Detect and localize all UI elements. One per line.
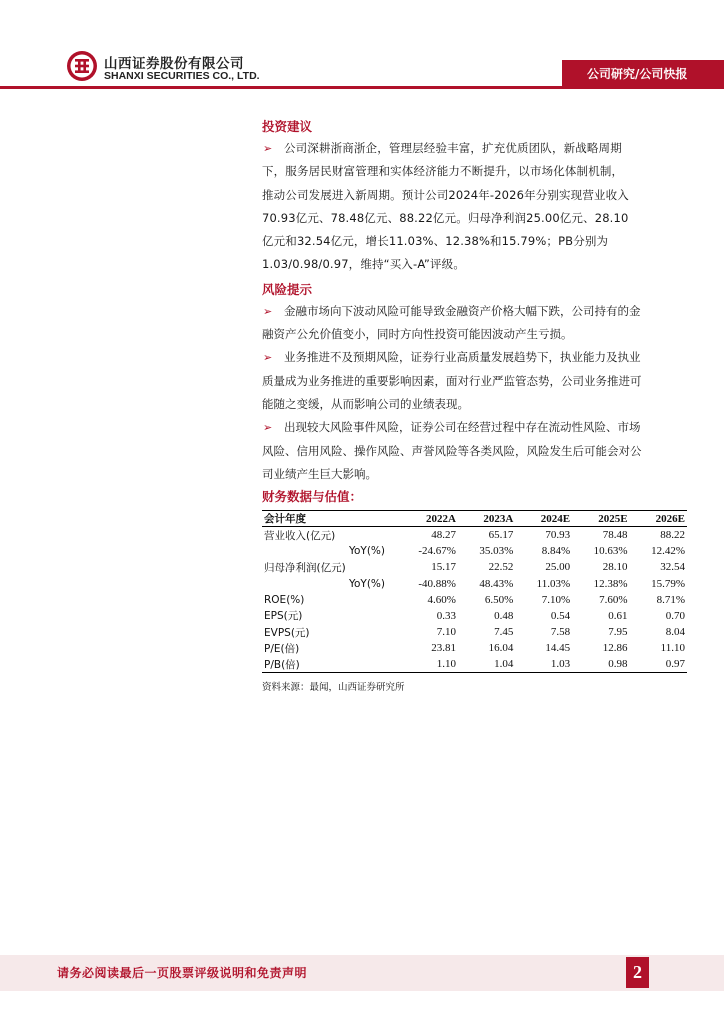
page-footer xyxy=(0,955,724,991)
table-header-row xyxy=(262,511,687,527)
column-header: 会计年度 xyxy=(262,511,395,527)
table-cell: 28.10 xyxy=(602,561,628,574)
text-line: 司业绩产生巨大影响。 xyxy=(262,466,377,481)
column-header: 2026E xyxy=(630,511,687,527)
table-cell: 8.04 xyxy=(665,626,685,639)
text-line: 1.03/0.98/0.97，维持“买入-A”评级。 xyxy=(262,257,465,272)
text-line: 风险、信用风险、操作风险、声誉风险等各类风险，风险发生后可能会对公 xyxy=(262,443,642,458)
row-label: YoY(%) xyxy=(348,545,385,558)
row-label: 归母净利润(亿元) xyxy=(264,561,346,574)
report-category-tab: 公司研究/公司快报 xyxy=(562,60,724,89)
bullet-arrow-icon: ➢ xyxy=(263,421,273,435)
text-line: 业务推进不及预期风险，证券行业高质量发展趋势下，执业能力及执业 xyxy=(284,350,641,365)
table-cell: -40.88% xyxy=(418,577,456,590)
column-header: 2022A xyxy=(395,511,458,527)
table-cell: 0.98 xyxy=(572,656,629,672)
table-cell: 48.43% xyxy=(479,577,514,590)
table-cell: 78.48 xyxy=(602,529,628,542)
text-line: 推动公司发展进入新周期。预计公司2024年-2026年分别实现营业收入 xyxy=(262,187,629,202)
table-cell: 7.58 xyxy=(550,626,571,639)
table-cell: 7.10% xyxy=(541,593,571,606)
table-cell: 16.04 xyxy=(488,642,514,655)
row-label: EVPS(元) xyxy=(264,626,310,639)
table-cell: 6.50% xyxy=(484,593,514,606)
table-row xyxy=(262,656,687,672)
table-cell: 0.54 xyxy=(550,609,571,622)
financial-data-title: 财务数据与估值： xyxy=(262,489,363,505)
table-cell: 22.52 xyxy=(488,561,514,574)
table-cell: 1.04 xyxy=(458,656,515,672)
company-name-cn: 山西证券股份有限公司 xyxy=(104,56,244,72)
table-cell: 48.27 xyxy=(431,529,456,542)
row-label: EPS(元) xyxy=(264,610,303,623)
bullet-arrow-icon: ➢ xyxy=(263,142,273,155)
table-cell: 1.03 xyxy=(515,656,572,672)
table-cell: 7.60% xyxy=(599,593,628,606)
table-cell: 35.03% xyxy=(479,545,514,558)
table-row xyxy=(262,543,687,559)
table-cell: 15.79% xyxy=(651,577,685,590)
column-header: 2023A xyxy=(458,511,515,527)
header-divider xyxy=(0,86,724,89)
company-logo-icon xyxy=(66,50,98,82)
table-cell: 8.84% xyxy=(541,545,571,558)
table-cell: 70.93 xyxy=(545,529,571,542)
table-cell: 0.48 xyxy=(494,609,514,622)
disclaimer-notice: 请务必阅读最后一页股票评级说明和免责声明 xyxy=(57,966,308,980)
row-label: P/E(倍) xyxy=(264,642,300,655)
table-cell: 1.10 xyxy=(395,656,458,672)
company-name-en: SHANXI SECURITIES CO., LTD. xyxy=(104,70,260,82)
table-row xyxy=(262,640,687,656)
table-row xyxy=(262,624,687,640)
bullet-arrow-icon: ➢ xyxy=(263,351,273,365)
table-cell: 12.38% xyxy=(593,577,628,590)
table-cell: 32.54 xyxy=(660,561,685,574)
row-label: YoY(%) xyxy=(348,577,385,590)
table-cell: 25.00 xyxy=(545,561,571,574)
text-line: 70.93亿元、78.48亿元、88.22亿元。归母净利润25.00亿元、28.10 xyxy=(262,210,629,225)
table-cell: -24.67% xyxy=(418,545,456,558)
risk-item xyxy=(262,346,687,416)
row-label: 营业收入(亿元) xyxy=(264,529,336,542)
page-number: 2 xyxy=(626,957,649,988)
risk-item xyxy=(262,300,687,347)
table-cell: 10.63% xyxy=(593,545,628,558)
table-row xyxy=(262,559,687,575)
table-cell: 12.86 xyxy=(602,642,628,655)
table-cell: 12.42% xyxy=(651,545,685,558)
financial-data-table xyxy=(262,510,687,673)
table-row xyxy=(262,527,687,543)
table-row xyxy=(262,608,687,624)
table-cell: 15.17 xyxy=(431,561,456,574)
table-cell: 0.61 xyxy=(608,609,628,622)
text-line: 出现较大风险事件风险，证券公司在经营过程中存在流动性风险、市场 xyxy=(284,420,641,435)
table-cell: 0.97 xyxy=(630,656,687,672)
table-cell: 7.10 xyxy=(436,626,456,639)
table-row xyxy=(262,592,687,608)
table-cell: 7.45 xyxy=(494,626,514,639)
text-line: 金融市场向下波动风险可能导致金融资产价格大幅下跌，公司持有的金 xyxy=(284,303,641,318)
investment-advice-title: 投资建议 xyxy=(262,119,313,134)
data-source-note: 资料来源：最闻，山西证券研究所 xyxy=(262,682,405,694)
table-cell: 0.70 xyxy=(665,609,685,622)
column-header: 2025E xyxy=(572,511,629,527)
text-line: 亿元和32.54亿元，增长11.03%、12.38%和15.79%；PB分别为 xyxy=(262,234,609,249)
column-header: 2024E xyxy=(515,511,572,527)
table-cell: 14.45 xyxy=(545,642,571,655)
table-row xyxy=(262,575,687,591)
text-line: 公司深耕浙商浙企，管理层经验丰富，扩充优质团队，新战略周期 xyxy=(284,141,622,155)
table-cell: 8.71% xyxy=(656,593,685,606)
table-cell: 7.95 xyxy=(608,626,628,639)
table-cell: 23.81 xyxy=(431,642,456,655)
risk-item xyxy=(262,416,687,486)
text-line: 能随之变缓，从而影响公司的业绩表现。 xyxy=(262,396,469,411)
investment-advice-paragraph xyxy=(262,137,687,277)
table-cell: 65.17 xyxy=(488,529,514,542)
text-line: 融资产公允价值变小，同时方向性投资可能因波动产生亏损。 xyxy=(262,327,573,342)
financial-table-body xyxy=(262,527,687,673)
risk-title: 风险提示 xyxy=(262,281,313,297)
row-label: ROE(%) xyxy=(264,593,305,606)
text-line: 下，服务居民财富管理和实体经济能力不断提升，以市场化体制机制， xyxy=(262,164,624,179)
table-cell: 0.33 xyxy=(436,609,456,622)
table-cell: 4.60% xyxy=(427,593,456,606)
page-header xyxy=(0,0,724,100)
table-cell: 11.03% xyxy=(536,577,571,590)
report-body xyxy=(262,117,687,693)
table-cell: 11.10 xyxy=(660,642,685,655)
bullet-arrow-icon: ➢ xyxy=(263,304,273,318)
table-cell: 88.22 xyxy=(660,529,685,542)
row-label: P/B(倍) xyxy=(262,656,395,672)
text-line: 质量成为业务推进的重要影响因素，面对行业严监管态势，公司业务推进可 xyxy=(262,373,642,388)
